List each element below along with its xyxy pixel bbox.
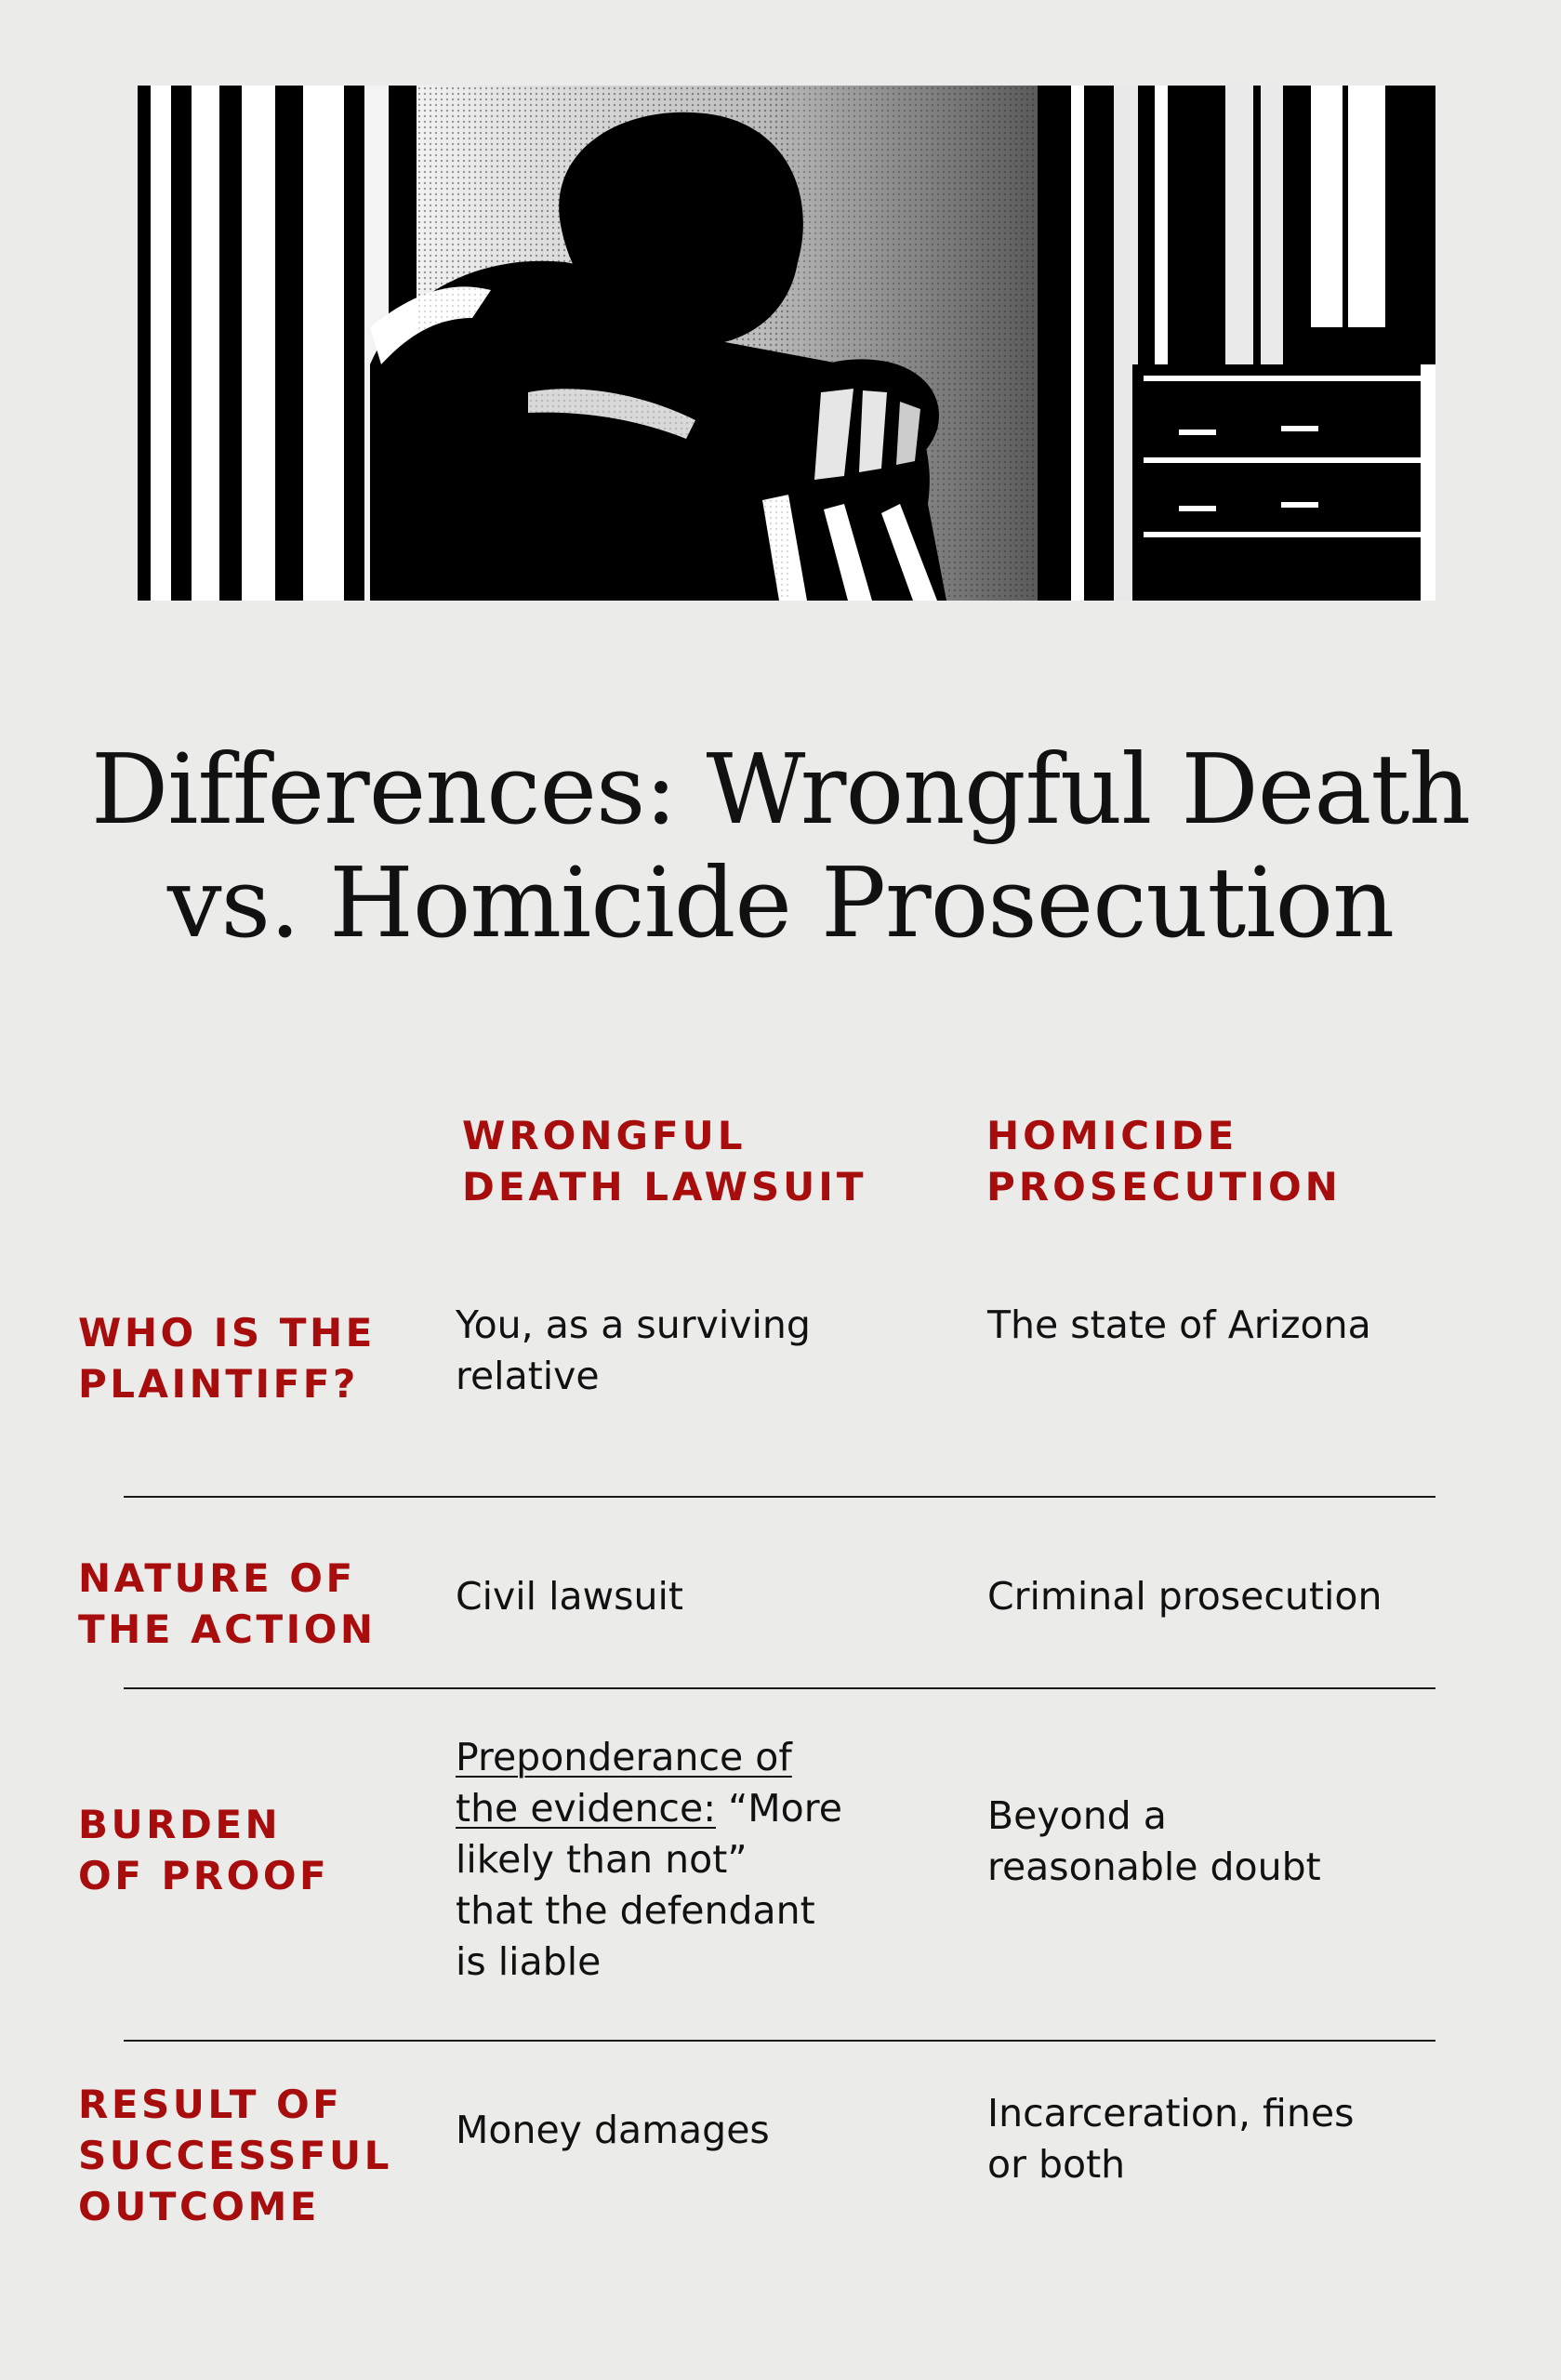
cell-line	[456, 1783, 902, 1834]
row-label-plaintiff	[78, 1307, 431, 1409]
row-label-burden	[78, 1799, 431, 1901]
cell-plaintiff-homicide	[987, 1300, 1508, 1351]
cell-line: is liable	[456, 1939, 602, 1984]
row-label-line: RESULT OF	[78, 2082, 343, 2127]
row-label-line: BURDEN	[78, 1802, 282, 1847]
row-label-line: OF PROOF	[78, 1853, 330, 1898]
row-divider	[124, 1687, 1435, 1689]
cell-line: reasonable doubt	[987, 1844, 1321, 1889]
row-label-result	[78, 2079, 431, 2232]
cell-nature-homicide	[987, 1571, 1508, 1622]
column-header-line: WRONGFUL	[462, 1113, 747, 1158]
cell-line: that the defendant	[456, 1888, 815, 1933]
legal-term: Preponderance of	[456, 1735, 792, 1779]
row-label-line: NATURE OF	[78, 1555, 356, 1601]
row-label-line: PLAINTIFF?	[78, 1361, 359, 1407]
page-title-line-2: vs. Homicide Prosecution	[166, 846, 1395, 959]
column-header-line: PROSECUTION	[986, 1164, 1342, 1210]
cell-line: Civil lawsuit	[456, 1574, 683, 1619]
row-label-line: OUTCOME	[78, 2184, 320, 2229]
cell-line: Criminal prosecution	[987, 1574, 1382, 1619]
page-title-line-1: Differences: Wrongful Death	[90, 733, 1471, 846]
row-divider	[124, 2040, 1435, 2042]
column-header-wrongful-death	[462, 1110, 946, 1212]
grieving-man-icon	[138, 86, 1435, 601]
cell-nature-wrongful-death	[456, 1571, 902, 1622]
row-label-nature	[78, 1553, 431, 1655]
cell-line	[456, 1732, 902, 1783]
cell-burden-wrongful-death	[456, 1732, 902, 1988]
cell-line: Incarceration, fines	[987, 2091, 1355, 2135]
row-label-line: SUCCESSFUL	[78, 2133, 392, 2178]
cell-line: or both	[987, 2142, 1126, 2187]
cell-line: You, as a surviving	[456, 1302, 811, 1347]
cell-line: Money damages	[456, 2108, 770, 2152]
cell-plaintiff-wrongful-death	[456, 1300, 902, 1402]
row-divider	[124, 1496, 1435, 1498]
column-header-line: DEATH LAWSUIT	[462, 1164, 867, 1210]
row-label-line: THE ACTION	[78, 1606, 377, 1652]
page-title	[0, 733, 1561, 959]
hero-illustration	[138, 86, 1435, 601]
row-label-line: WHO IS THE	[78, 1310, 376, 1355]
cell-result-wrongful-death	[456, 2105, 902, 2156]
legal-term: the evidence:	[456, 1786, 717, 1831]
cell-line: likely than not”	[456, 1837, 747, 1882]
cell-line: relative	[456, 1354, 600, 1398]
cell-text: “More	[728, 1786, 842, 1831]
cell-line: Beyond a	[987, 1793, 1167, 1838]
cell-result-homicide	[987, 2088, 1508, 2190]
column-header-line: HOMICIDE	[986, 1113, 1238, 1158]
cell-line: The state of Arizona	[987, 1302, 1371, 1347]
cell-burden-homicide	[987, 1791, 1508, 1893]
column-header-homicide	[986, 1110, 1470, 1212]
